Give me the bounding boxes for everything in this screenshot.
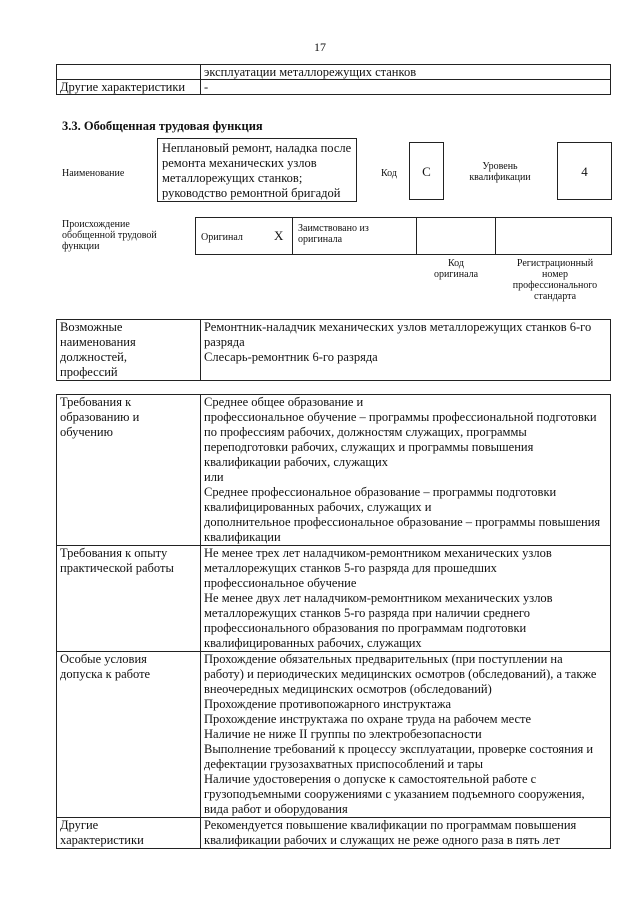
- label-line: практической работы: [60, 561, 174, 575]
- name-label: Наименование: [62, 168, 125, 179]
- value-line: внеочередных медицинских осмотров (обследований): [204, 682, 492, 696]
- value-line: Прохождение инструктажа по охране труда на рабочем месте: [204, 712, 532, 726]
- divider: [495, 217, 496, 255]
- caption-line: оригинала: [433, 269, 479, 280]
- table-cell-label: [57, 320, 201, 381]
- table-row: [57, 65, 611, 80]
- origin-label-line: функции: [62, 241, 100, 252]
- name-value-line: металлорежущих станков;: [162, 171, 303, 185]
- name-value-line: руководство ремонтной бригадой: [162, 186, 341, 200]
- name-value-line: ремонта механических узлов: [162, 156, 317, 170]
- value-line: Прохождение противопожарного инструктажа: [204, 697, 452, 711]
- origin-label-line: обобщенной трудовой: [62, 230, 157, 241]
- borrowed-label: [298, 223, 369, 245]
- table-cell-label: [57, 546, 201, 652]
- table-cell-empty: [57, 65, 201, 80]
- value-line: по профессиям рабочих, должностям служащих, программы: [204, 425, 527, 439]
- value-line: металлорежущих станков 5-го разряда при наличии среднего: [204, 606, 530, 620]
- table-cell-value: [201, 395, 611, 546]
- code-original-caption: [420, 258, 492, 280]
- value-line: дефектации грузозахватных приспособлений и тары: [204, 757, 484, 771]
- value-line: разряда: [204, 335, 245, 349]
- table-row: [57, 80, 611, 95]
- table-row: [57, 546, 611, 652]
- value-line: Слесарь-ремонтник 6-го разряда: [204, 350, 378, 364]
- value-line: работу) и периодических медицинских осмотров (обследований), а также: [204, 667, 597, 681]
- label-line: Требования к: [60, 395, 132, 409]
- label-line: характеристики: [60, 833, 144, 847]
- value-line: Среднее профессиональное образование – программы подготовки: [204, 485, 557, 499]
- table-row: [57, 652, 611, 818]
- table-cell-value: -: [201, 80, 611, 95]
- table-row: [57, 818, 611, 849]
- reg-number-caption: [498, 258, 612, 302]
- value-line: профессионального образования по программам подготовки: [204, 621, 527, 635]
- value-line: Среднее общее образование и: [204, 395, 364, 409]
- value-line: металлорежущих станков 5-го разряда для прошедших: [204, 561, 497, 575]
- caption-line: номер: [542, 269, 568, 280]
- value-line: грузоподъемными сооружениями с указанием подъемного сооружения,: [204, 787, 585, 801]
- table-cell-label: [57, 652, 201, 818]
- value-line: квалифицированных рабочих, служащих и: [204, 500, 432, 514]
- level-label: [460, 161, 540, 183]
- table-cell-value: [201, 818, 611, 849]
- label-line: Другие: [60, 818, 99, 832]
- positions-table: [56, 319, 611, 381]
- label-line: Требования к опыту: [60, 546, 168, 560]
- continuation-table: [56, 64, 611, 95]
- value-line: квалификации: [204, 530, 281, 544]
- value-line: Не менее двух лет наладчиком-ремонтником механических узлов: [204, 591, 553, 605]
- value-line: вида работ и оборудования: [204, 802, 348, 816]
- table-row: [57, 320, 611, 381]
- value-line: дополнительное профессиональное образование – программы повышения: [204, 515, 601, 529]
- divider: [292, 217, 293, 255]
- table-cell-value: [201, 546, 611, 652]
- label-line: допуска к работе: [60, 667, 151, 681]
- value-line: профессиональное обучение: [204, 576, 357, 590]
- value-line: переподготовки рабочих, служащих и программы повышения: [204, 440, 534, 454]
- value-line: квалификации рабочих и служащих не реже одного раза в пять лет: [204, 833, 560, 847]
- borrowed-label-line: оригинала: [298, 234, 343, 245]
- original-mark: X: [274, 228, 284, 243]
- table-cell-value: [201, 320, 611, 381]
- value-line: профессиональное обучение – программы профессиональной подготовки: [204, 410, 597, 424]
- label-line: должностей,: [60, 350, 127, 364]
- table-cell-value: эксплуатации металлорежущих станков: [201, 65, 611, 80]
- table-cell-label: [57, 818, 201, 849]
- caption-line: Регистрационный: [516, 258, 594, 269]
- value-line: квалификации рабочих, служащих: [204, 455, 388, 469]
- caption-line: профессионального: [512, 280, 598, 291]
- label-line: Возможные: [60, 320, 123, 334]
- value-line: Рекомендуется повышение квалификации по программам повышения: [204, 818, 577, 832]
- table-cell-value: [201, 652, 611, 818]
- table-row: [57, 395, 611, 546]
- page-number: 17: [314, 40, 326, 54]
- label-line: профессий: [60, 365, 118, 379]
- value-line: Наличие удостоверения о допуске к самостоятельной работе с: [204, 772, 537, 786]
- value-line: Ремонтник-наладчик механических узлов металлорежущих станков 6-го: [204, 320, 592, 334]
- value-line: Выполнение требований к процессу эксплуатации, проверке состояния и: [204, 742, 594, 756]
- original-label: Оригинал: [201, 232, 243, 243]
- value-line: Не менее трех лет наладчиком-ремонтником механических узлов: [204, 546, 552, 560]
- label-line: наименования: [60, 335, 136, 349]
- borrowed-label-line: Заимствовано из: [298, 223, 369, 234]
- origin-label: [62, 219, 157, 252]
- value-line: Наличие не ниже II группы по электробезопасности: [204, 727, 482, 741]
- caption-line: стандарта: [533, 291, 577, 302]
- name-value-line: Неплановый ремонт, наладка после: [162, 141, 352, 155]
- code-label: Код: [381, 168, 397, 179]
- label-line: Особые условия: [60, 652, 147, 666]
- value-line: Прохождение обязательных предварительных (при поступлении на: [204, 652, 563, 666]
- code-value-box: C: [409, 142, 444, 200]
- label-line: образованию и: [60, 410, 140, 424]
- caption-line: Код: [448, 258, 464, 269]
- level-label-line: квалификации: [469, 172, 531, 183]
- origin-table: [195, 217, 612, 255]
- level-label-line: Уровень: [482, 161, 518, 172]
- table-cell-label: [57, 395, 201, 546]
- table-cell-label: Другие характеристики: [57, 80, 201, 95]
- origin-label-line: Происхождение: [62, 219, 130, 230]
- requirements-table: [56, 394, 611, 849]
- name-value-box: [157, 138, 357, 202]
- value-line: квалифицированных рабочих, служащих: [204, 636, 422, 650]
- divider: [416, 217, 417, 255]
- level-value-box: 4: [557, 142, 612, 200]
- label-line: обучению: [60, 425, 113, 439]
- section-title: 3.3. Обобщенная трудовая функция: [62, 119, 263, 133]
- value-line: или: [204, 470, 224, 484]
